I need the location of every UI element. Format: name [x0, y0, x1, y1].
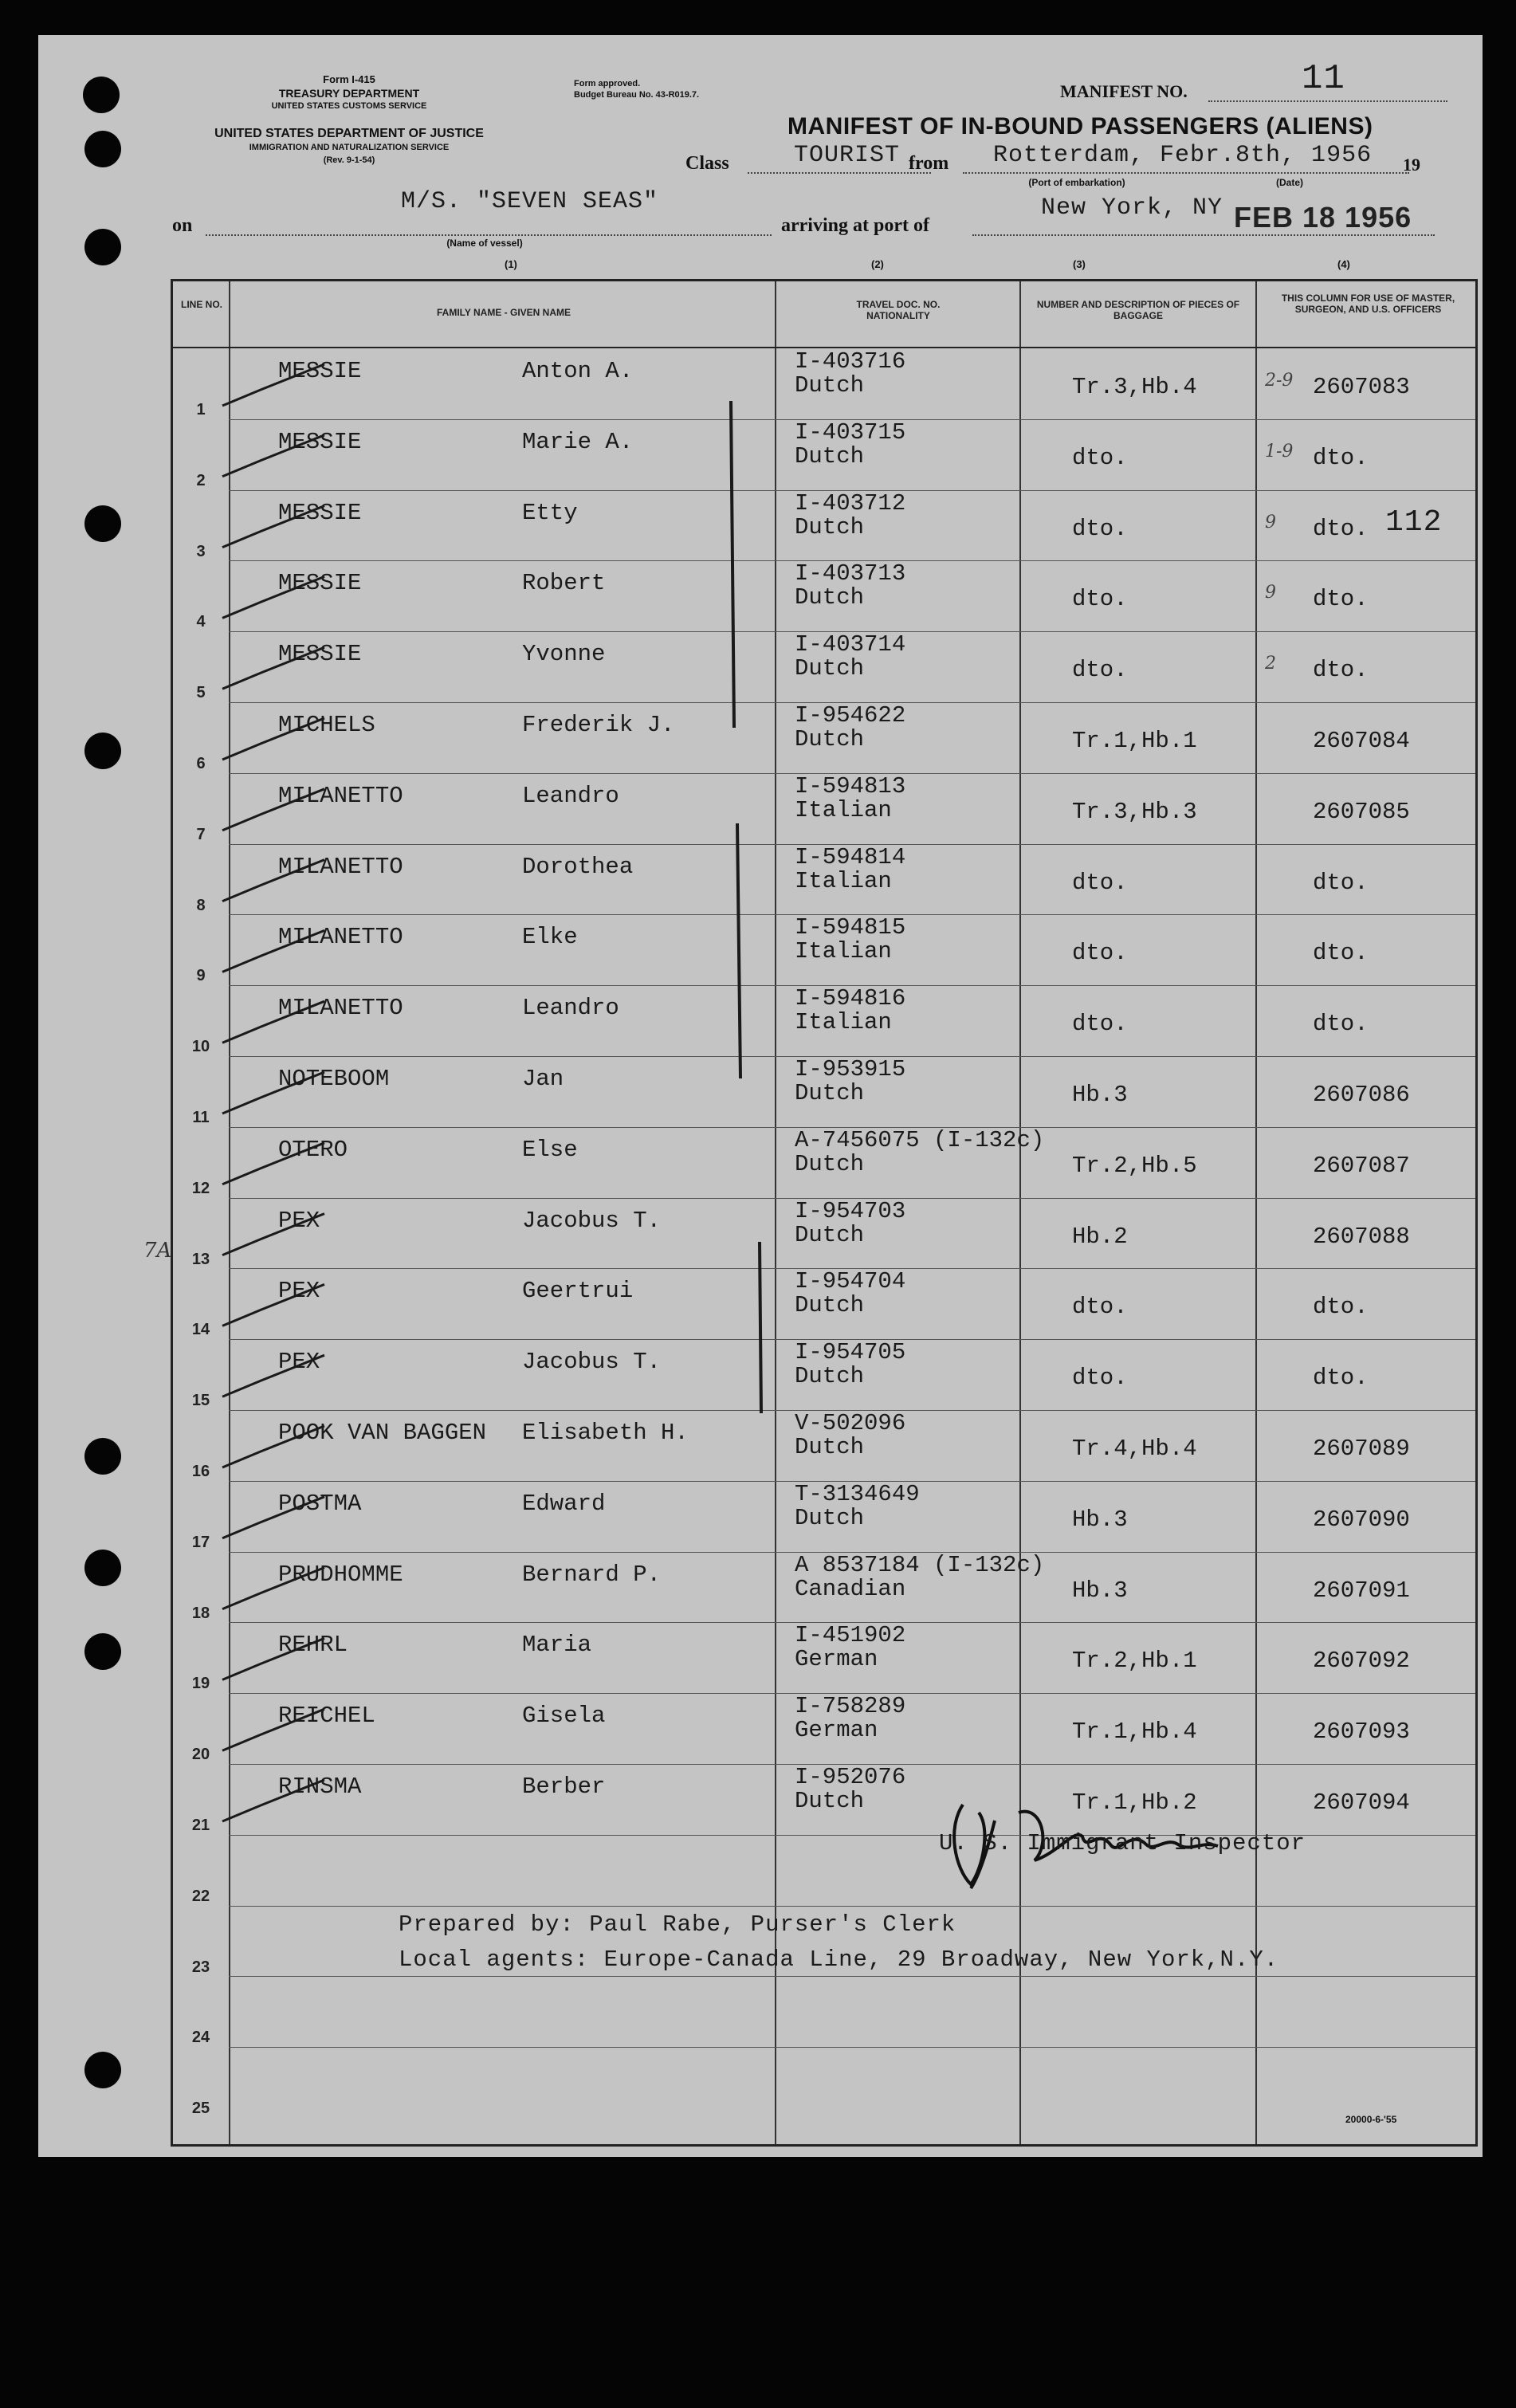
travel-doc-no: I-954705 — [795, 1339, 906, 1366]
class-value: TOURIST — [794, 142, 901, 169]
baggage: Hb.3 — [1072, 1577, 1128, 1604]
side-number: 112 — [1385, 505, 1443, 540]
given-name: Jacobus T. — [522, 1349, 662, 1376]
nationality: Italian — [795, 867, 892, 894]
officer-entry: 2607094 — [1313, 1789, 1410, 1816]
given-name: Geertrui — [522, 1278, 634, 1305]
officer-entry: 2607088 — [1313, 1223, 1410, 1250]
nationality: Italian — [795, 796, 892, 823]
col-marker-1: (1) — [505, 258, 517, 270]
check-mark — [222, 930, 324, 972]
travel-doc-no: I-451902 — [795, 1622, 906, 1649]
officer-entry: 2607092 — [1313, 1648, 1410, 1675]
baggage: dto. — [1072, 869, 1128, 896]
check-mark — [222, 1143, 324, 1184]
nationality: Dutch — [795, 726, 865, 752]
officer-entry: dto. — [1313, 869, 1369, 896]
from-line — [963, 172, 1409, 174]
baggage: Tr.2,Hb.5 — [1072, 1152, 1197, 1179]
check-mark — [222, 1284, 324, 1326]
travel-doc-no: A-7456075 (I-132c) — [795, 1126, 1045, 1153]
nationality: Dutch — [795, 1363, 865, 1390]
family-name: REICHEL — [278, 1703, 375, 1730]
officer-entry: dto. — [1313, 586, 1369, 613]
manifest-no-line — [1208, 100, 1447, 102]
binder-hole — [84, 733, 121, 769]
given-name: Jan — [522, 1066, 564, 1092]
officer-mark: 9 — [1265, 583, 1276, 603]
nationality: Dutch — [795, 584, 865, 611]
line-number: 4 — [196, 613, 206, 631]
officer-entry: 2607083 — [1313, 374, 1410, 400]
family-name: PEX — [278, 1278, 320, 1305]
binder-hole — [84, 1633, 121, 1670]
travel-doc-no: I-403716 — [795, 348, 906, 375]
local-agents: Local agents: Europe-Canada Line, 29 Broadway, New York,N.Y. — [399, 1946, 1279, 1973]
nationality: Dutch — [795, 1080, 865, 1106]
col-marker-2: (2) — [871, 258, 884, 270]
travel-doc-no: T-3134649 — [795, 1480, 920, 1507]
line-number: 6 — [196, 755, 206, 772]
family-name: MESSIE — [278, 641, 362, 668]
nationality: Dutch — [795, 442, 865, 469]
given-name: Leandro — [522, 995, 619, 1022]
margin-mark: 7A — [143, 1239, 172, 1263]
line-number: 25 — [191, 2100, 210, 2118]
baggage: Tr.3,Hb.3 — [1072, 798, 1197, 825]
given-name: Elke — [522, 924, 578, 951]
given-name: Leandro — [522, 782, 619, 809]
line-number: 9 — [196, 967, 206, 985]
family-name: MILANETTO — [278, 782, 403, 809]
on-label: on — [172, 215, 193, 236]
nationality: Dutch — [795, 1788, 865, 1814]
nationality: Canadian — [795, 1575, 906, 1602]
baggage: Tr.1,Hb.4 — [1072, 1719, 1197, 1746]
given-name: Maria — [522, 1632, 592, 1659]
family-name: MESSIE — [278, 358, 362, 384]
class-line — [748, 172, 931, 174]
binder-hole — [84, 505, 121, 542]
baggage: dto. — [1072, 1294, 1128, 1321]
travel-doc-no: I-594816 — [795, 985, 906, 1012]
travel-doc-no: I-403714 — [795, 631, 906, 658]
travel-doc-no: I-954622 — [795, 702, 906, 729]
from-label: from — [909, 153, 949, 174]
binder-hole — [84, 229, 121, 265]
check-mark — [222, 647, 324, 689]
officer-entry: 2607084 — [1313, 728, 1410, 754]
family-name: POSTMA — [278, 1490, 362, 1517]
line-number: 23 — [191, 1958, 210, 1976]
manifest-no-label: MANIFEST NO. — [1060, 81, 1188, 101]
family-name: PEX — [278, 1349, 320, 1376]
check-mark — [222, 435, 324, 477]
officer-entry: 2607086 — [1313, 1082, 1410, 1108]
check-mark — [222, 364, 324, 406]
given-name: Jacobus T. — [522, 1207, 662, 1234]
check-mark — [222, 718, 324, 760]
given-name: Berber — [522, 1774, 606, 1800]
manifest-title: MANIFEST OF IN-BOUND PASSENGERS (ALIENS) — [787, 113, 1373, 139]
given-name: Else — [522, 1136, 578, 1163]
nationality: Dutch — [795, 655, 865, 682]
given-name: Marie A. — [522, 428, 634, 455]
officer-entry: dto. — [1313, 940, 1369, 967]
line-number: 13 — [191, 1250, 210, 1268]
check-mark — [222, 789, 324, 831]
family-name: MILANETTO — [278, 924, 403, 951]
travel-doc-no: I-954704 — [795, 1268, 906, 1295]
officer-entry: dto. — [1313, 1294, 1369, 1321]
year-prefix: 19 — [1403, 155, 1420, 175]
check-marks — [173, 281, 1480, 2149]
manifest-page — [38, 35, 1483, 2157]
family-name: REHRL — [278, 1632, 348, 1659]
family-name: PRUDHOMME — [278, 1561, 403, 1588]
line-number: 22 — [191, 1887, 210, 1905]
travel-doc-no: I-954703 — [795, 1197, 906, 1224]
binder-hole — [84, 2052, 121, 2088]
baggage: Hb.3 — [1072, 1082, 1128, 1108]
nationality: Dutch — [795, 1221, 865, 1248]
check-mark — [222, 1426, 324, 1467]
officer-entry: 2607091 — [1313, 1577, 1410, 1604]
officer-entry: 2607087 — [1313, 1152, 1410, 1179]
nationality: Dutch — [795, 372, 865, 399]
from-value: Rotterdam, Febr.8th, 1956 — [993, 142, 1373, 169]
vessel-name: M/S. "SEVEN SEAS" — [401, 188, 659, 215]
family-name: MILANETTO — [278, 995, 403, 1022]
check-mark — [222, 576, 324, 618]
officer-entry: 2607093 — [1313, 1719, 1410, 1746]
arriving-label: arriving at port of — [781, 215, 929, 236]
family-name: PEX — [278, 1207, 320, 1234]
travel-doc-no: V-502096 — [795, 1410, 906, 1436]
baggage: Tr.2,Hb.1 — [1072, 1648, 1197, 1675]
family-name: MESSIE — [278, 499, 362, 526]
check-mark — [222, 860, 324, 902]
officer-entry: 2607085 — [1313, 798, 1410, 825]
line-number: 20 — [191, 1746, 210, 1764]
given-name: Etty — [522, 499, 578, 526]
baggage: Hb.2 — [1072, 1223, 1128, 1250]
officer-mark: 2-9 — [1265, 371, 1294, 391]
check-mark — [222, 1355, 324, 1396]
baggage: dto. — [1072, 515, 1128, 542]
line-number: 19 — [191, 1675, 210, 1693]
baggage: dto. — [1072, 1011, 1128, 1038]
family-name: MICHELS — [278, 712, 375, 738]
binder-hole — [84, 1438, 121, 1475]
check-mark — [222, 1214, 324, 1255]
officer-entry: dto. — [1313, 515, 1369, 542]
travel-doc-no: I-403712 — [795, 489, 906, 517]
line-number: 12 — [191, 1179, 210, 1197]
nationality: Dutch — [795, 1504, 865, 1531]
col-marker-3: (3) — [1073, 258, 1086, 270]
revision: (Rev. 9-1-54) — [323, 155, 375, 165]
print-code: 20000-6-'55 — [1345, 2114, 1397, 2125]
baggage: dto. — [1072, 586, 1128, 613]
baggage: Tr.3,Hb.4 — [1072, 374, 1197, 400]
form-approved: Form approved. — [574, 79, 641, 88]
line-number: 1 — [196, 401, 206, 418]
nationality: Dutch — [795, 1434, 865, 1460]
line-number: 21 — [191, 1817, 210, 1834]
given-name: Elisabeth H. — [522, 1420, 689, 1446]
binder-hole — [84, 131, 121, 167]
customs-service: UNITED STATES CUSTOMS SERVICE — [271, 101, 427, 111]
manifest-no: 11 — [1302, 59, 1345, 99]
col-head-travel-doc: TRAVEL DOC. NO. NATIONALITY — [856, 299, 941, 321]
baggage: dto. — [1072, 940, 1128, 967]
travel-doc-no: I-953915 — [795, 1056, 906, 1082]
line-number: 17 — [191, 1533, 210, 1551]
line-number: 14 — [191, 1321, 210, 1339]
family-name: OTERO — [278, 1136, 348, 1163]
line-number: 3 — [196, 542, 206, 560]
nationality: Italian — [795, 1009, 892, 1036]
family-name: MILANETTO — [278, 853, 403, 880]
travel-doc-no: I-594815 — [795, 914, 906, 941]
manifest-table — [171, 279, 1478, 2147]
col-head-name: FAMILY NAME - GIVEN NAME — [436, 307, 571, 318]
col-head-line-no: LINE NO. — [180, 299, 222, 310]
check-mark — [222, 1638, 324, 1679]
line-number: 16 — [191, 1463, 210, 1480]
arrival-line — [972, 234, 1435, 236]
given-name: Yvonne — [522, 641, 606, 668]
line-number: 18 — [191, 1604, 210, 1622]
col-marker-4: (4) — [1337, 258, 1350, 270]
family-name: NOTEBOOM — [278, 1066, 390, 1092]
travel-doc-no: I-403713 — [795, 560, 906, 587]
officer-mark: 9 — [1265, 512, 1276, 532]
baggage: dto. — [1072, 657, 1128, 684]
col-head-officers: THIS COLUMN FOR USE OF MASTER, SURGEON, AND U.S. OFFICERS — [1281, 293, 1455, 315]
line-number: 10 — [191, 1038, 210, 1056]
budget-bureau: Budget Bureau No. 43-R019.7. — [574, 90, 700, 100]
given-name: Dorothea — [522, 853, 634, 880]
nationality: Dutch — [795, 1292, 865, 1319]
given-name: Frederik J. — [522, 712, 675, 738]
check-mark — [222, 1497, 324, 1538]
given-name: Robert — [522, 570, 606, 597]
check-mark — [222, 1780, 324, 1821]
travel-doc-no: A 8537184 (I-132c) — [795, 1551, 1045, 1578]
check-mark — [222, 1072, 324, 1114]
officer-entry: 2607090 — [1313, 1506, 1410, 1533]
officer-entry: dto. — [1313, 1365, 1369, 1392]
officer-entry: dto. — [1313, 444, 1369, 471]
nationality: German — [795, 1646, 878, 1673]
line-number: 2 — [196, 471, 206, 489]
travel-doc-no: I-594813 — [795, 772, 906, 799]
officer-mark: 1-9 — [1265, 441, 1294, 462]
port-embark-label: (Port of embarkation) — [1028, 177, 1125, 188]
line-number: 7 — [196, 825, 206, 843]
nationality: German — [795, 1717, 878, 1744]
line-number: 15 — [191, 1392, 210, 1410]
arrival-port: New York, NY — [1041, 194, 1223, 222]
given-name: Bernard P. — [522, 1561, 662, 1588]
officer-entry: dto. — [1313, 657, 1369, 684]
check-mark — [222, 1709, 324, 1750]
check-mark — [222, 1568, 324, 1609]
officer-entry: 2607089 — [1313, 1436, 1410, 1462]
family-name: MESSIE — [278, 428, 362, 455]
travel-doc-no: I-594814 — [795, 843, 906, 870]
binder-hole — [84, 1550, 121, 1586]
nationality: Italian — [795, 938, 892, 965]
prepared-by: Prepared by: Paul Rabe, Purser's Clerk — [399, 1911, 956, 1938]
travel-doc-no: I-758289 — [795, 1693, 906, 1720]
nationality: Dutch — [795, 513, 865, 540]
baggage: dto. — [1072, 1365, 1128, 1392]
baggage: Hb.3 — [1072, 1506, 1128, 1533]
date-label: (Date) — [1275, 177, 1303, 188]
baggage: dto. — [1072, 444, 1128, 471]
officer-entry: dto. — [1313, 1011, 1369, 1038]
check-mark — [222, 1001, 324, 1043]
nationality: Dutch — [795, 1150, 865, 1177]
family-name: POOK VAN BAGGEN — [278, 1420, 487, 1446]
baggage: Tr.4,Hb.4 — [1072, 1436, 1197, 1462]
given-name: Gisela — [522, 1703, 606, 1730]
officer-mark: 2 — [1265, 654, 1276, 674]
family-name: RINSMA — [278, 1774, 362, 1800]
baggage: Tr.1,Hb.1 — [1072, 728, 1197, 754]
given-name: Anton A. — [522, 358, 634, 384]
class-label: Class — [685, 153, 729, 174]
vessel-line — [206, 234, 772, 236]
family-name: MESSIE — [278, 570, 362, 597]
col-head-baggage: NUMBER AND DESCRIPTION OF PIECES OF BAGGAGE — [1036, 299, 1240, 321]
line-number: 8 — [196, 896, 206, 914]
check-mark — [222, 506, 324, 548]
line-number: 5 — [196, 684, 206, 702]
baggage: Tr.1,Hb.2 — [1072, 1789, 1197, 1816]
given-name: Edward — [522, 1490, 606, 1517]
ins-service: IMMIGRATION AND NATURALIZATION SERVICE — [249, 143, 450, 152]
treasury-dept: TREASURY DEPARTMENT — [278, 87, 420, 100]
inspector-title: U. S. Immigrant Inspector — [939, 1830, 1306, 1856]
arrival-stamp: FEB 18 1956 — [1234, 201, 1412, 234]
binder-hole — [83, 77, 120, 113]
form-number: Form I-415 — [323, 73, 375, 85]
justice-dept: UNITED STATES DEPARTMENT OF JUSTICE — [214, 127, 484, 140]
vessel-label: (Name of vessel) — [446, 238, 523, 249]
travel-doc-no: I-952076 — [795, 1764, 906, 1790]
travel-doc-no: I-403715 — [795, 418, 906, 446]
line-number: 24 — [191, 2029, 210, 2047]
line-number: 11 — [192, 1109, 210, 1126]
